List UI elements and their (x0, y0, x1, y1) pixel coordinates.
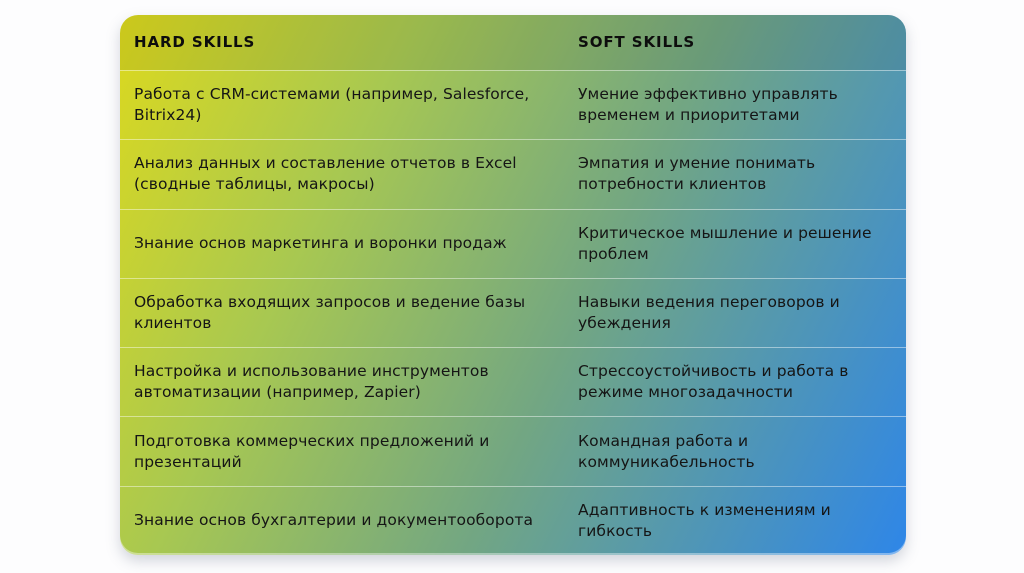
hard-skill-cell (120, 279, 564, 347)
hard-skill-cell (120, 140, 564, 208)
table-row (120, 278, 906, 347)
table-row (120, 209, 906, 278)
soft-skills-header: SOFT SKILLS (578, 33, 696, 51)
table-row (120, 416, 906, 485)
soft-skill-cell (564, 348, 906, 416)
soft-skill-cell (564, 140, 906, 208)
hard-skill-text: Подготовка коммерческих предложений и презентаций (134, 431, 490, 471)
hard-skill-cell (120, 487, 564, 555)
hard-skill-cell (120, 348, 564, 416)
soft-skill-cell (564, 210, 906, 278)
hard-skill-text: Анализ данных и составление отчетов в Excel (сводные таблицы, макросы) (134, 154, 517, 194)
hard-skill-text: Знание основ бухгалтерии и документооборота (134, 511, 534, 530)
soft-skill-text: Адаптивность к изменениям и гибкость (578, 500, 831, 540)
soft-skill-cell (564, 487, 906, 555)
table-row (120, 139, 906, 208)
hard-skill-cell (120, 210, 564, 278)
soft-skill-cell (564, 417, 906, 485)
soft-skill-text: Командная работа и коммуникабельность (578, 431, 755, 471)
hard-skill-text: Обработка входящих запросов и ведение базы клиентов (134, 292, 526, 332)
hard-skill-cell (120, 417, 564, 485)
hard-skills-header-cell (120, 15, 564, 70)
soft-skills-header-cell (564, 15, 906, 70)
hard-skill-text: Настройка и использование инструментов автоматизации (например, Zapier) (134, 362, 489, 402)
skills-comparison-card (120, 15, 906, 555)
hard-skill-cell (120, 71, 564, 139)
soft-skill-text: Критическое мышление и решение проблем (578, 223, 872, 263)
table-row (120, 70, 906, 139)
soft-skill-text: Умение эффективно управлять временем и приоритетами (578, 85, 838, 125)
table-row (120, 486, 906, 555)
table-header-row (120, 15, 906, 70)
soft-skill-text: Стрессоустойчивость и работа в режиме многозадачности (578, 362, 849, 402)
soft-skill-text: Навыки ведения переговоров и убеждения (578, 292, 840, 332)
soft-skill-cell (564, 279, 906, 347)
hard-skill-text: Знание основ маркетинга и воронки продаж (134, 234, 507, 253)
soft-skill-text: Эмпатия и умение понимать потребности клиентов (578, 154, 816, 194)
table-row (120, 347, 906, 416)
soft-skill-cell (564, 71, 906, 139)
hard-skill-text: Работа с CRM-системами (например, Salesforce, Bitrix24) (134, 85, 530, 125)
hard-skills-header: HARD SKILLS (134, 33, 256, 51)
